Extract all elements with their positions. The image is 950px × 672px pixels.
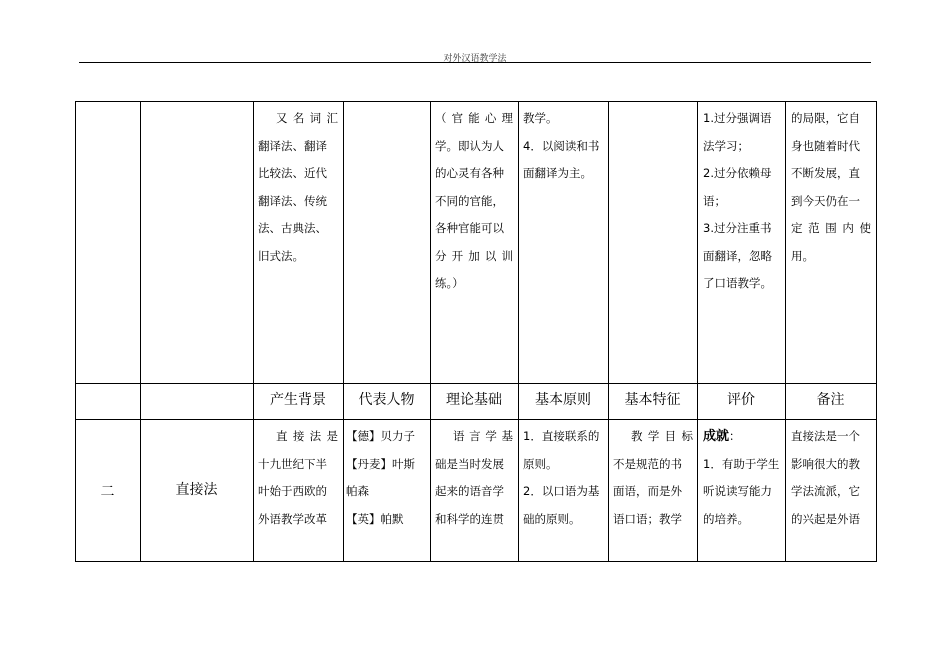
text-line: 【丹麦】叶斯 bbox=[346, 456, 415, 471]
header-representatives: 代表人物 bbox=[358, 392, 415, 408]
header-evaluation: 评价 bbox=[727, 392, 755, 408]
header-notes: 备注 bbox=[816, 392, 845, 408]
text-line: 分开加以训 bbox=[435, 248, 513, 263]
text-line: 各种官能可以 bbox=[435, 221, 504, 235]
text-line: 2.过分依赖母 bbox=[703, 166, 772, 180]
text-line: 学法流派，它 bbox=[791, 484, 860, 498]
text-line: 听说读写能力 bbox=[703, 484, 772, 498]
row1-theory-cell bbox=[435, 105, 513, 298]
text-line: 教学。 bbox=[523, 111, 558, 125]
text-line: 定范围内使 bbox=[791, 221, 871, 235]
text-line: 语言学基 bbox=[453, 429, 513, 443]
col-line bbox=[697, 101, 698, 562]
text-line: 旧式法。 bbox=[258, 248, 304, 263]
text-line: 法、古典法、 bbox=[258, 221, 327, 235]
page-header: 对外汉语教学法 bbox=[443, 54, 507, 64]
text-line: 2．以口语为基 bbox=[523, 484, 600, 498]
text-line: 4．以阅读和书 bbox=[523, 138, 600, 153]
achievement-colon: ： bbox=[729, 429, 741, 443]
header-background: 产生背景 bbox=[270, 392, 326, 408]
row3-notes-cell bbox=[791, 423, 871, 533]
text-line: 面翻译，忽略 bbox=[703, 248, 772, 263]
text-line: 十九世纪下半 bbox=[258, 456, 327, 471]
text-line: 不是规范的书 bbox=[613, 456, 682, 471]
text-line: 身也随着时代 bbox=[791, 138, 860, 153]
text-line: 外语教学改革 bbox=[258, 511, 327, 526]
col-line bbox=[343, 101, 344, 562]
text-line: 法学习； bbox=[703, 138, 749, 153]
text-line: 到今天仍在一 bbox=[791, 193, 860, 208]
text-line: 1．直接联系的 bbox=[523, 429, 600, 443]
col-line bbox=[518, 101, 519, 562]
row3-evaluation-cell bbox=[703, 423, 783, 533]
row1-notes-cell bbox=[791, 105, 871, 270]
row3-background-cell bbox=[258, 423, 338, 533]
text-line: 学。即认为人 bbox=[435, 138, 504, 153]
col-line bbox=[876, 101, 877, 562]
text-line: 比较法、近代 bbox=[258, 166, 327, 180]
text-line: 起来的语音学 bbox=[435, 484, 504, 498]
row3-method-name: 直接法 bbox=[175, 482, 218, 498]
text-line: 影响很大的教 bbox=[791, 456, 860, 471]
text-line: 了口语教学。 bbox=[703, 276, 772, 290]
text-line: 练。） bbox=[435, 276, 464, 290]
header-theory: 理论基础 bbox=[446, 392, 502, 408]
text-line bbox=[703, 423, 783, 451]
achievement-label: 成就 bbox=[703, 429, 730, 444]
row3-representatives-cell bbox=[346, 423, 428, 533]
text-line: 直接法是一个 bbox=[791, 429, 860, 443]
text-line: 不同的官能， bbox=[435, 193, 504, 208]
text-line: 面语，而是外 bbox=[613, 484, 682, 498]
text-line: 翻译法、翻译 bbox=[258, 138, 327, 153]
text-line: （官能心理 bbox=[435, 111, 513, 125]
text-line: 翻译法、传统 bbox=[258, 193, 327, 208]
text-line: 础的原则。 bbox=[523, 511, 581, 526]
text-line: 原则。 bbox=[523, 456, 558, 471]
text-line: 【英】帕默 bbox=[346, 511, 404, 526]
row3-number: 二 bbox=[100, 484, 115, 500]
text-line: 的心灵有各种 bbox=[435, 166, 504, 180]
text-line: 1.过分强调语 bbox=[703, 111, 772, 125]
text-line: 础是当时发展 bbox=[435, 456, 504, 471]
row3-features-cell bbox=[613, 423, 693, 533]
col-line bbox=[608, 101, 609, 562]
row3-principle-cell bbox=[523, 423, 605, 533]
text-line: 的兴起是外语 bbox=[791, 511, 860, 526]
text-line: 【德】贝力子 bbox=[346, 429, 415, 443]
text-line: 教学目标 bbox=[631, 429, 693, 443]
text-line: 面翻译为主。 bbox=[523, 166, 592, 180]
row1-principle-cell bbox=[523, 105, 605, 188]
text-line: 的局限，它自 bbox=[791, 111, 860, 125]
text-line: 语； bbox=[703, 193, 726, 208]
text-line: 1．有助于学生 bbox=[703, 456, 780, 471]
header-principles: 基本原则 bbox=[535, 392, 591, 408]
row-divider-1 bbox=[75, 383, 877, 384]
text-line: 帕森 bbox=[346, 484, 369, 498]
text-line: 叶始于西欧的 bbox=[258, 484, 327, 498]
col-line bbox=[253, 101, 254, 562]
row1-evaluation-cell bbox=[703, 105, 783, 298]
text-line: 不断发展，直 bbox=[791, 166, 860, 180]
table-border-top bbox=[75, 101, 877, 102]
text-line: 的培养。 bbox=[703, 511, 749, 526]
text-line: 和科学的连贯 bbox=[435, 511, 504, 526]
text-line: 3.过分注重书 bbox=[703, 221, 772, 235]
text-line: 用。 bbox=[791, 248, 814, 263]
row1-background-cell bbox=[258, 105, 338, 270]
header-features: 基本特征 bbox=[624, 392, 681, 408]
text-line: 语口语；教学 bbox=[613, 511, 682, 526]
col-line bbox=[430, 101, 431, 562]
header-rule bbox=[79, 62, 871, 63]
row-divider-2 bbox=[75, 419, 877, 420]
text-line: 直接法是 bbox=[276, 429, 338, 443]
text-line: 又名词汇 bbox=[276, 111, 338, 125]
table-border-bottom bbox=[75, 561, 877, 562]
col-line bbox=[785, 101, 786, 562]
row3-theory-cell bbox=[435, 423, 513, 533]
